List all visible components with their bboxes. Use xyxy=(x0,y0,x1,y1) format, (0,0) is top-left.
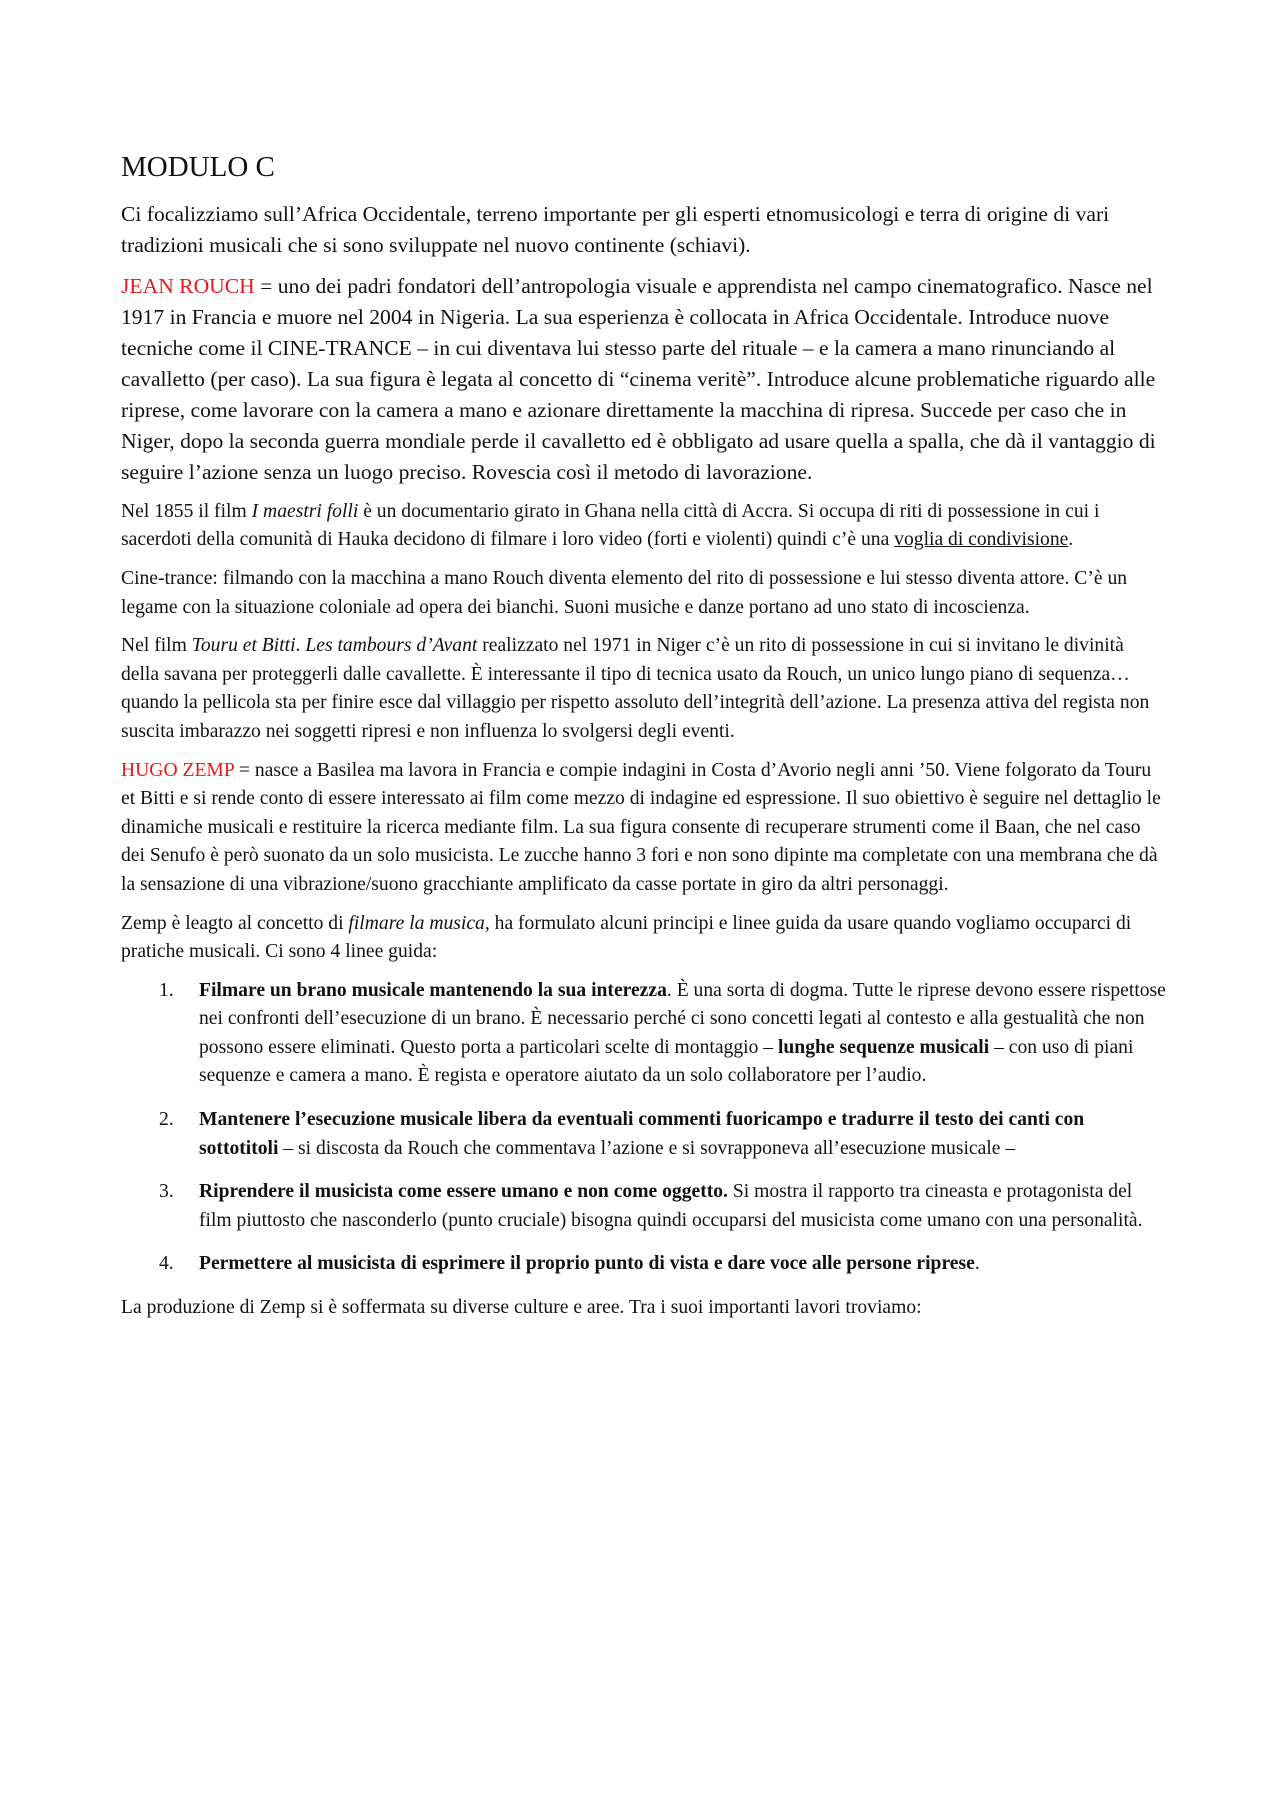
maestri-paragraph xyxy=(121,498,1166,555)
maestri-pre: Nel 1855 il film xyxy=(121,500,252,522)
page-title: MODULO C xyxy=(121,151,275,183)
list-number: 3. xyxy=(159,1181,174,1203)
touru-film-title: Touru et Bitti xyxy=(191,635,296,657)
list-item xyxy=(121,1178,1166,1235)
list-item xyxy=(121,1106,1166,1163)
touru-mid: . xyxy=(295,635,306,657)
guideline-text-2: – con uso di piani sequenze e camera a mano. È regista e operatore aiutato da un solo collaboratore per l’audio. xyxy=(199,1036,1134,1087)
guideline-text: Si mostra il rapporto tra cineasta e protagonista del film piuttosto che nasconderlo (punto cruciale) bisogna quindi occuparsi del musicista come umano con una personalità. xyxy=(199,1181,1143,1231)
filmare-paragraph xyxy=(121,910,1166,967)
list-number: 1. xyxy=(159,979,174,1001)
list-item xyxy=(121,977,1166,1091)
touru-paragraph xyxy=(121,632,1166,746)
maestri-underlined: voglia di condivisione xyxy=(894,529,1069,551)
touru-pre: Nel film xyxy=(121,635,192,657)
touru-post: realizzato nel 1971 in Niger c’è un rito di possessione in cui si invitano le divinità della savana per proteggerli dalle cavallette. È interessante il tipo di tecnica usato da Rouch, un unico lungo piano di sequenza… quando la pellicola sta per finire esce dal villaggio per rispetto assoluto dell’integrità dell’azione. La presenza attiva del regista non suscita imbarazzo nei soggetti ripresi e non influenza lo svolgersi degli eventi. xyxy=(121,635,1150,742)
guidelines-list xyxy=(121,977,1166,1279)
guideline-bold: Riprendere il musicista come essere umano e non come oggetto. xyxy=(199,1181,728,1203)
guideline-text: – si discosta da Rouch che commentava l’azione e si sovrapponeva all’esecuzione musicale – xyxy=(278,1137,1016,1159)
zemp-text: = nasce a Basilea ma lavora in Francia e compie indagini in Costa d’Avorio negli anni ’50. Viene folgorato da Touru et Bitti e si rende conto di essere interessato ai film come mezzo di indagine ed espressione. Il suo obiettivo è seguire nel dettaglio le dinamiche musicali e restituire la ricerca mediante film. La sua figura consente di recuperare strumenti come il Baan, che nel caso dei Senufo è però suonato da un solo musicista. Le zucche hanno 3 fori e non sono dipinte ma completate con una membrana che dà la sensazione di una vibrazione/suono gracchiante amplificato da casse portate in giro da altri personaggi. xyxy=(121,759,1161,895)
list-number: 2. xyxy=(159,1109,174,1131)
guideline-bold: Permettere al musicista di esprimere il proprio punto di vista e dare voce alle persone riprese xyxy=(199,1253,975,1275)
rouch-paragraph xyxy=(121,271,1166,488)
guideline-bold: Filmare un brano musicale mantenendo la sua interezza xyxy=(199,979,667,1001)
filmare-post: , ha formulato alcuni principi e linee guida da usare quando vogliamo occuparci di pratiche musicali. Ci sono 4 linee guida: xyxy=(121,912,1132,963)
filmare-italic: filmare la musica xyxy=(348,912,485,934)
rouch-text: = uno dei padri fondatori dell’antropologia visuale e apprendista nel campo cinematografico. Nasce nel 1917 in Francia e muore nel 2004 in Nigeria. La sua esperienza è collocata in Africa Occidentale. Introduce nuove tecniche come il CINE-TRANCE – in cui diventava lui stesso parte del rituale – e la camera a mano rinunciando al cavalletto (per caso). La sua figura è legata al concetto di “cinema veritè”. Introduce alcune problematiche riguardo alle riprese, come lavorare con la camera a mano e azionare direttamente la macchina di ripresa. Succede per caso che in Niger, dopo la seconda guerra mondiale perde il cavalletto ed è obbligato ad usare quella a spalla, che dà il vantaggio di seguire l’azione senza un luogo preciso. Rovescia così il metodo di lavorazione. xyxy=(121,273,1156,484)
zemp-paragraph xyxy=(121,757,1166,900)
guideline-bold-2: lunghe sequenze musicali xyxy=(777,1036,990,1058)
closing-paragraph: La produzione di Zemp si è soffermata su diverse culture e aree. Tra i suoi importanti lavori troviamo: xyxy=(121,1297,922,1319)
maestri-post: è un documentario girato in Ghana nella città di Accra. Si occupa di riti di possessione in cui i sacerdoti della comunità di Hauka decidono di filmare i loro video (forti e violenti) quindi c’è una xyxy=(121,500,1100,551)
intro-paragraph: Ci focalizziamo sull’Africa Occidentale, terreno importante per gli esperti etnomusicologi e terra di origine di vari tradizioni musicali che si sono sviluppate nel nuovo continente (schiavi). xyxy=(121,201,1110,257)
guideline-text: . xyxy=(974,1253,980,1275)
list-item xyxy=(121,1250,1166,1279)
document-page xyxy=(121,150,1166,1333)
maestri-film-title: I maestri folli xyxy=(251,500,359,522)
maestri-end: . xyxy=(1068,529,1074,551)
rouch-name: JEAN ROUCH xyxy=(121,273,255,298)
list-number: 4. xyxy=(159,1253,174,1275)
guideline-bold: Mantenere l’esecuzione musicale libera da eventuali commenti fuoricampo e tradurre il testo dei canti con sottotitoli xyxy=(199,1109,1085,1159)
tambours-film-title: Les tambours d’Avant xyxy=(305,635,478,657)
filmare-pre: Zemp è leagto al concetto di xyxy=(121,912,349,934)
guideline-text: . È una sorta di dogma. Tutte le riprese devono essere rispettose nei confronti dell’esecuzione di un brano. È necessario perché ci sono concetti legati al contesto e alla gestualità che non possono essere eliminati. Questo porta a particolari scelte di montaggio – xyxy=(199,979,1166,1058)
cinetrance-paragraph: Cine-trance: filmando con la macchina a mano Rouch diventa elemento del rito di possessione e lui stesso diventa attore. C’è un legame con la situazione coloniale ad opera dei bianchi. Suoni musiche e danze portano ad uno stato di incoscienza. xyxy=(121,567,1128,618)
zemp-name: HUGO ZEMP xyxy=(121,759,235,781)
